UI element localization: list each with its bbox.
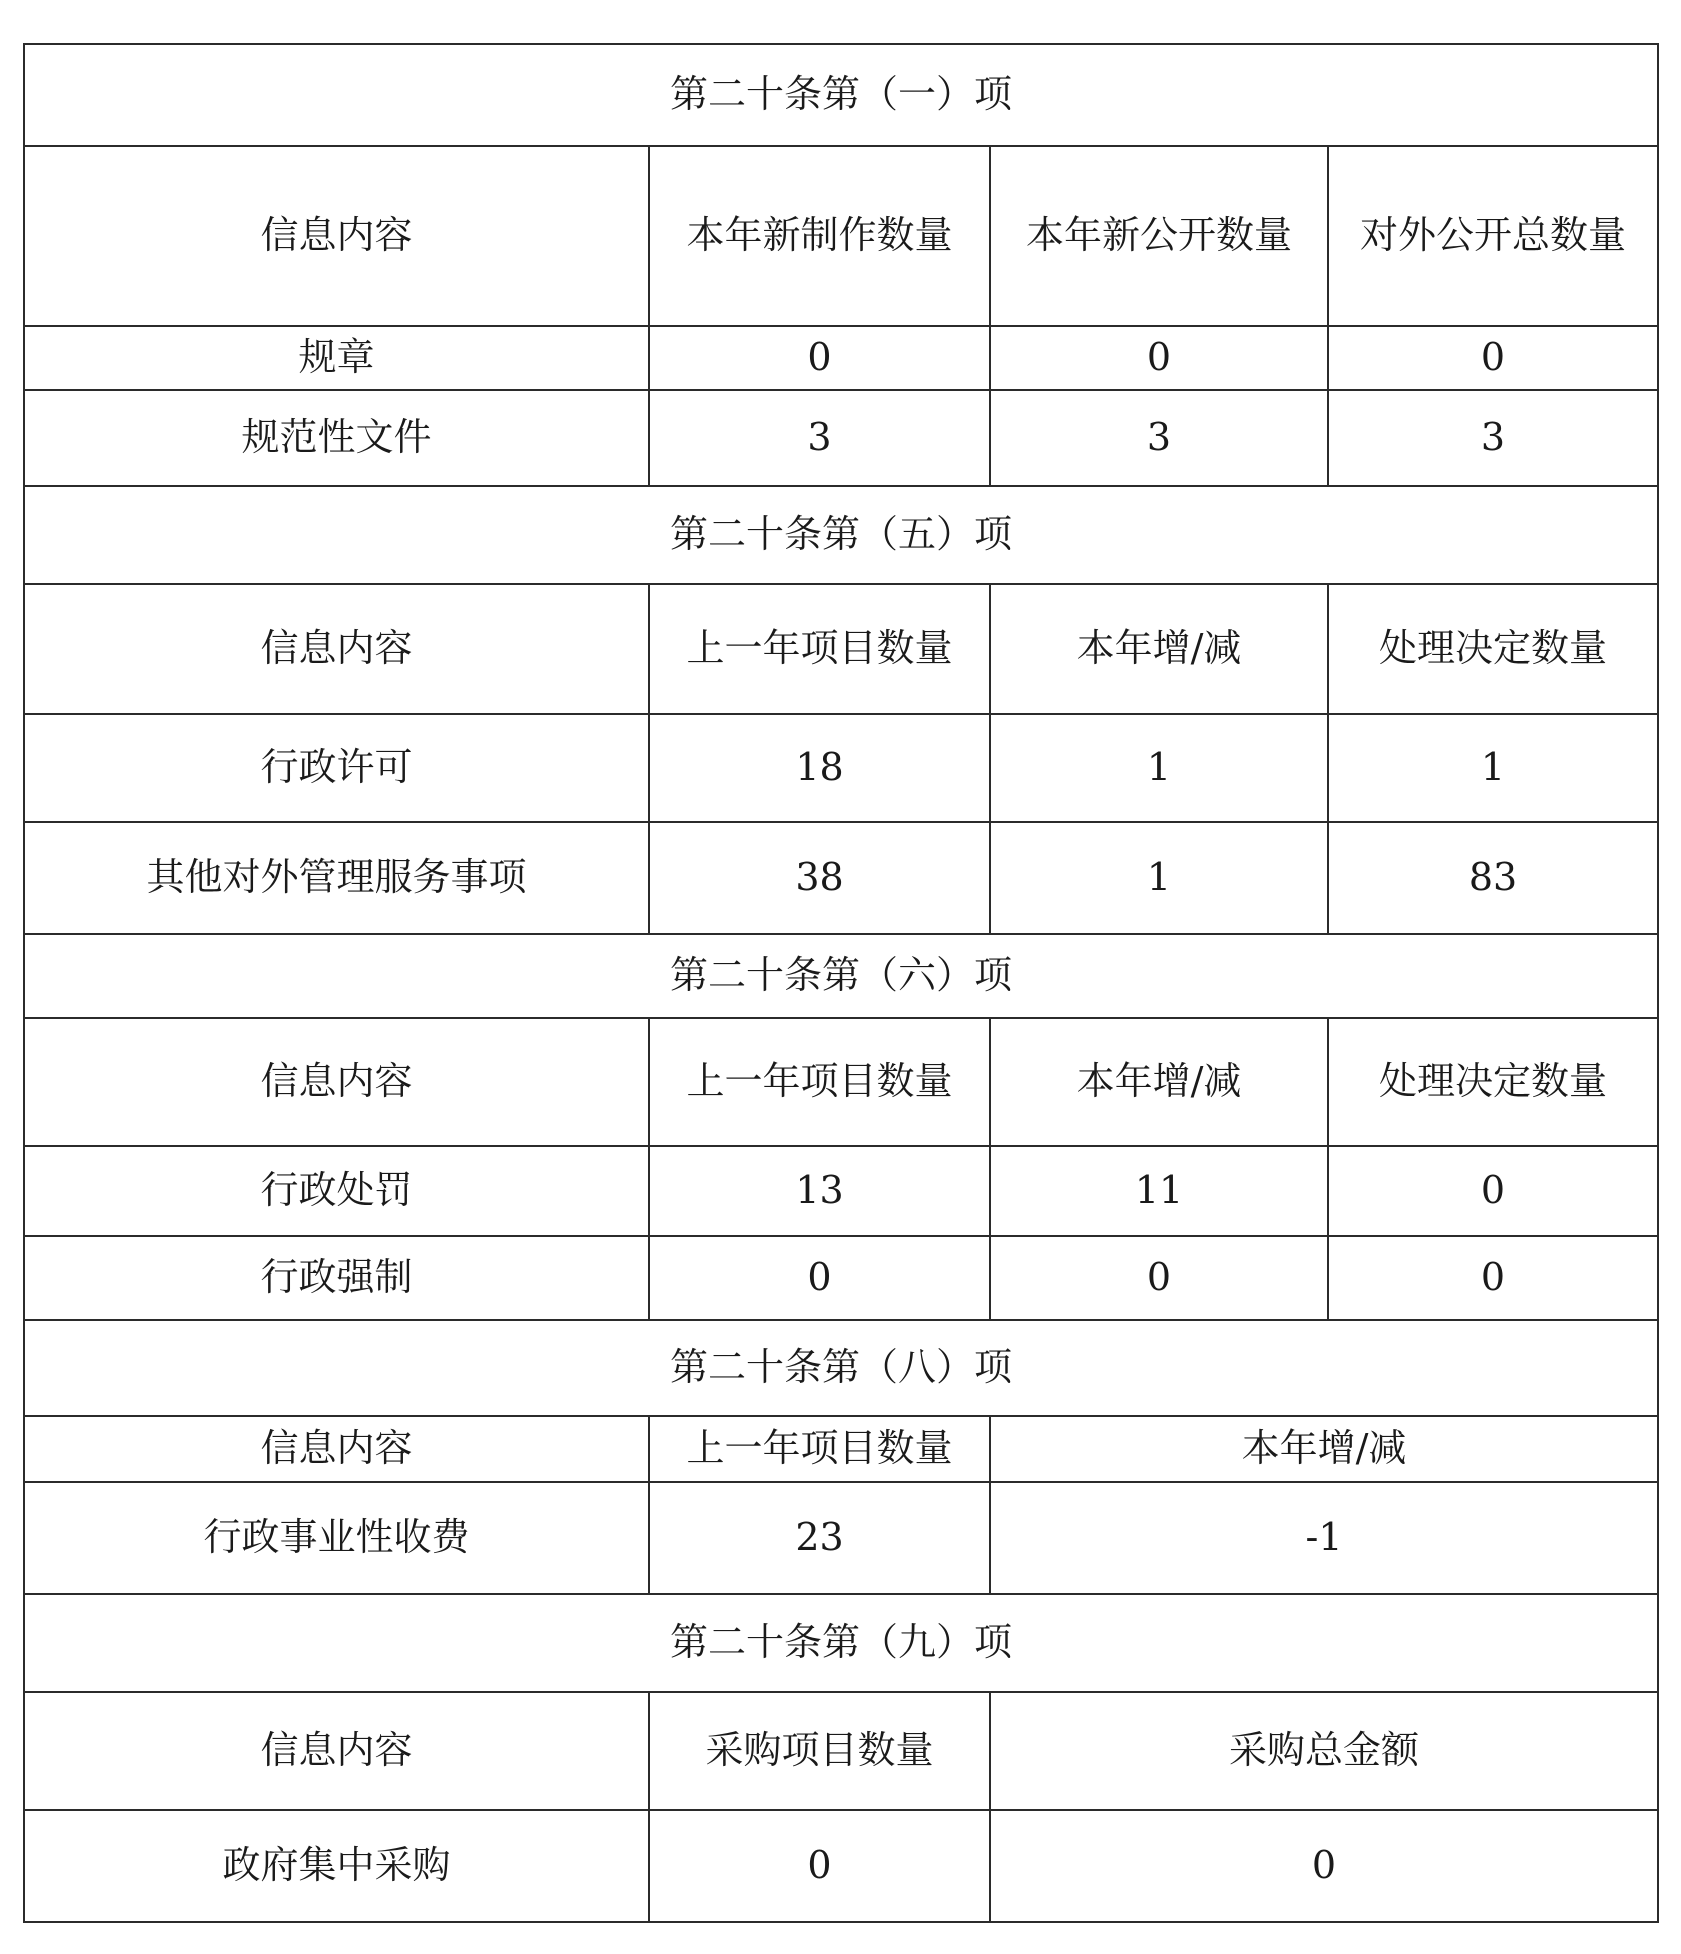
- row-value: 1: [990, 714, 1328, 822]
- header-cell: 上一年项目数量: [649, 584, 990, 714]
- row-value: 0: [990, 1236, 1328, 1320]
- header-cell: 采购总金额: [990, 1692, 1658, 1810]
- header-row: [24, 1692, 1658, 1810]
- header-cell: 上一年项目数量: [649, 1416, 990, 1482]
- row-value: 0: [649, 1810, 990, 1922]
- row-value: 38: [649, 822, 990, 934]
- section-title-row: [24, 934, 1658, 1018]
- header-cell: 本年新公开数量: [990, 146, 1328, 326]
- header-cell: 信息内容: [24, 1416, 649, 1482]
- row-value: 0: [649, 326, 990, 390]
- table-row: [24, 1482, 1658, 1594]
- header-cell: 信息内容: [24, 584, 649, 714]
- row-value: 18: [649, 714, 990, 822]
- table-row: [24, 326, 1658, 390]
- header-cell: 本年增/减: [990, 1018, 1328, 1146]
- table-row: [24, 1146, 1658, 1236]
- section-title-row: [24, 1594, 1658, 1692]
- row-label: 其他对外管理服务事项: [24, 822, 649, 934]
- disclosure-table: [23, 43, 1659, 1923]
- header-row: [24, 146, 1658, 326]
- row-value: 0: [990, 326, 1328, 390]
- row-value: 1: [1328, 714, 1658, 822]
- row-value: 0: [1328, 1146, 1658, 1236]
- row-value: 23: [649, 1482, 990, 1594]
- header-cell: 对外公开总数量: [1328, 146, 1658, 326]
- table-row: [24, 1810, 1658, 1922]
- row-value: 3: [990, 390, 1328, 486]
- header-cell: 上一年项目数量: [649, 1018, 990, 1146]
- row-value: -1: [990, 1482, 1658, 1594]
- header-cell: 信息内容: [24, 146, 649, 326]
- header-cell: 本年新制作数量: [649, 146, 990, 326]
- header-cell: 处理决定数量: [1328, 584, 1658, 714]
- row-label: 政府集中采购: [24, 1810, 649, 1922]
- header-cell: 信息内容: [24, 1692, 649, 1810]
- row-value: 0: [1328, 326, 1658, 390]
- row-value: 0: [649, 1236, 990, 1320]
- table-row: [24, 390, 1658, 486]
- header-cell: 信息内容: [24, 1018, 649, 1146]
- row-label: 行政许可: [24, 714, 649, 822]
- section-title-row: [24, 1320, 1658, 1416]
- header-row: [24, 1416, 1658, 1482]
- row-label: 行政强制: [24, 1236, 649, 1320]
- section-title-row: [24, 44, 1658, 146]
- header-cell: 本年增/减: [990, 584, 1328, 714]
- row-label: 规章: [24, 326, 649, 390]
- row-value: 0: [1328, 1236, 1658, 1320]
- row-label: 行政处罚: [24, 1146, 649, 1236]
- section-title: 第二十条第（八）项: [24, 1320, 1658, 1416]
- row-value: 3: [1328, 390, 1658, 486]
- section-title: 第二十条第（九）项: [24, 1594, 1658, 1692]
- header-cell: 处理决定数量: [1328, 1018, 1658, 1146]
- row-label: 规范性文件: [24, 390, 649, 486]
- header-cell: 采购项目数量: [649, 1692, 990, 1810]
- section-title: 第二十条第（六）项: [24, 934, 1658, 1018]
- row-value: 13: [649, 1146, 990, 1236]
- table-row: [24, 822, 1658, 934]
- header-cell: 本年增/减: [990, 1416, 1658, 1482]
- row-value: 1: [990, 822, 1328, 934]
- header-row: [24, 1018, 1658, 1146]
- row-label: 行政事业性收费: [24, 1482, 649, 1594]
- row-value: 3: [649, 390, 990, 486]
- section-title: 第二十条第（一）项: [24, 44, 1658, 146]
- header-row: [24, 584, 1658, 714]
- section-title: 第二十条第（五）项: [24, 486, 1658, 584]
- table-row: [24, 714, 1658, 822]
- table-row: [24, 1236, 1658, 1320]
- row-value: 0: [990, 1810, 1658, 1922]
- section-title-row: [24, 486, 1658, 584]
- row-value: 83: [1328, 822, 1658, 934]
- row-value: 11: [990, 1146, 1328, 1236]
